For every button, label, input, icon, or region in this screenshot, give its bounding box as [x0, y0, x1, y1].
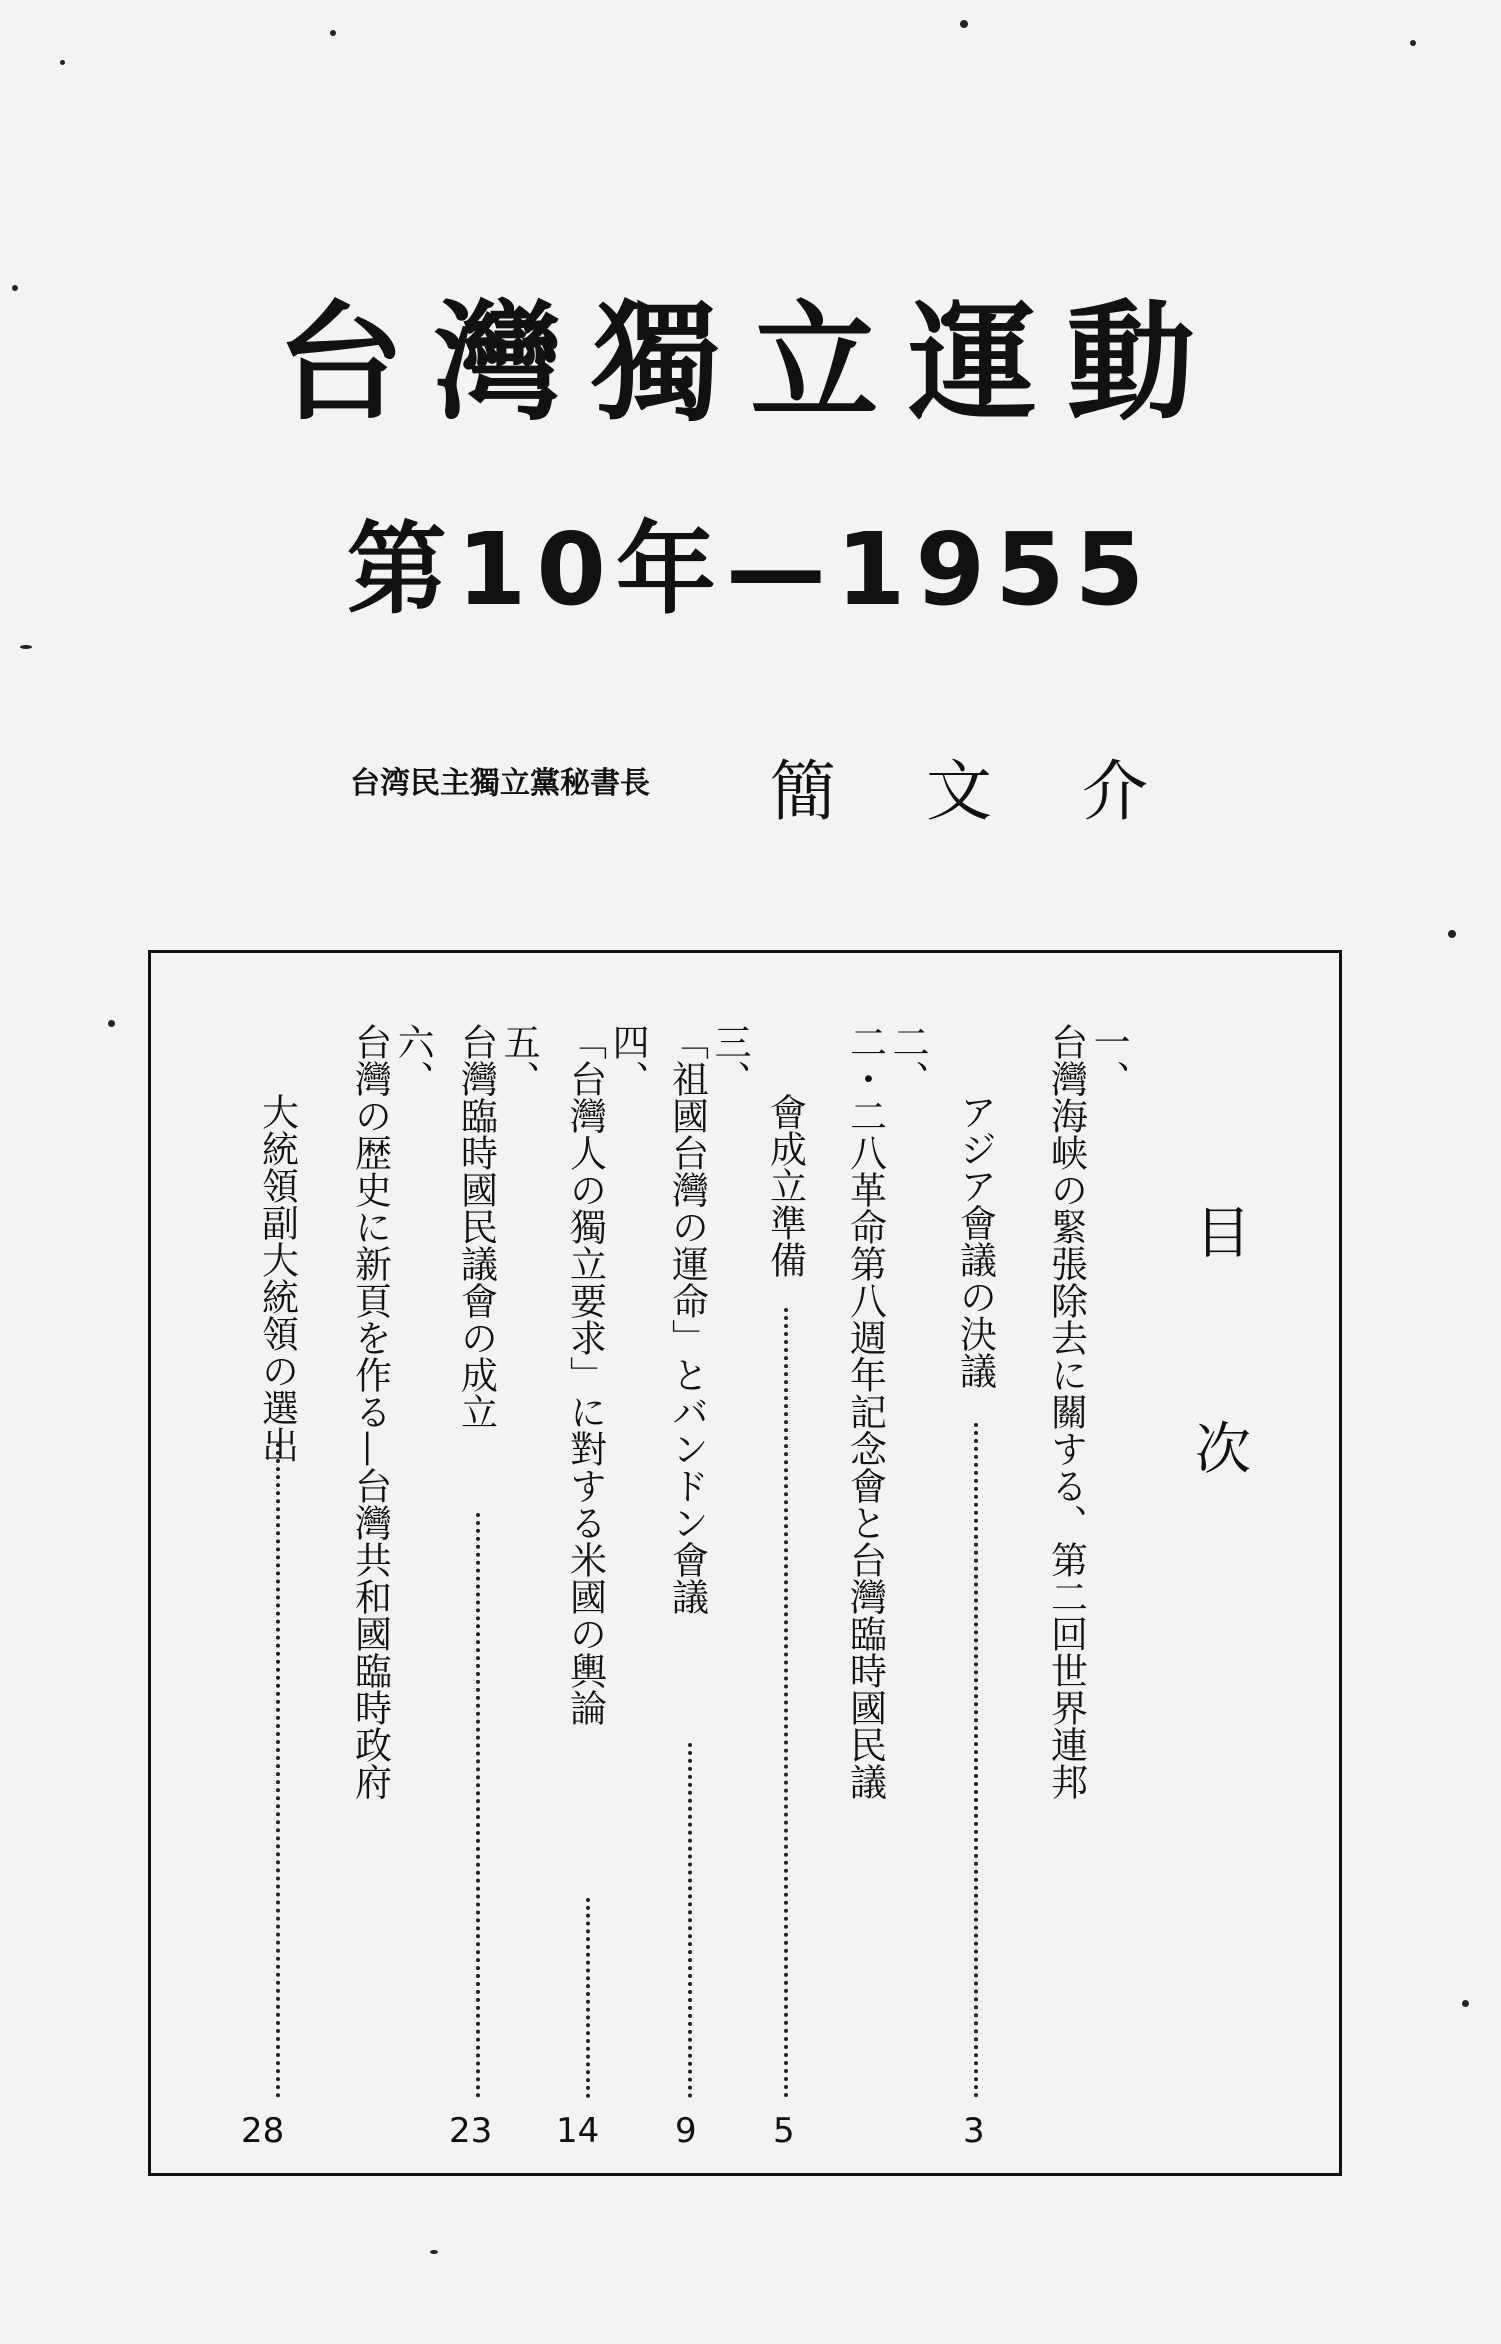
scan-speck: [1410, 40, 1416, 46]
document-subtitle: 第10年—1955: [346, 511, 1155, 628]
toc-entry-page: 9: [675, 2111, 697, 2151]
toc-entry: [665, 1023, 750, 1615]
author-name: 簡文介: [770, 753, 1238, 830]
toc-entry-number: 五、: [497, 1023, 541, 1097]
toc-entry-line: 台灣海峡の緊張除去に關する、第二回世界連邦: [1044, 1023, 1088, 1800]
leader-dots: [476, 1513, 480, 2098]
toc-entry-number: 一、: [1087, 1023, 1131, 1097]
toc-entry: [454, 1023, 539, 1430]
toc-entry: [348, 1023, 433, 1800]
toc-entry: [843, 1023, 928, 1800]
leader-dots: [974, 1423, 978, 2098]
document-title: 台灣獨立運動: [276, 289, 1225, 438]
toc-entry-continuation: [953, 1093, 996, 1389]
leader-dots: [586, 1898, 590, 2098]
leader-dots: [276, 1443, 280, 2098]
scan-speck: [1448, 930, 1456, 938]
toc-entry-line: 台灣臨時國民議會の成立: [454, 1023, 498, 1430]
toc-entry-line: アジア會議の決議: [953, 1093, 997, 1389]
toc-entry-line: 「台灣人の獨立要求」に對する米國の輿論: [563, 1023, 607, 1726]
toc-heading: 目次: [1186, 1203, 1251, 1635]
toc-entry-number: 四、: [606, 1023, 650, 1097]
scan-speck: [330, 30, 336, 36]
toc-entry-page: 5: [773, 2111, 795, 2151]
toc-entry-line: 大統領副大統領の選出: [255, 1093, 299, 1463]
toc-entry-number: 六、: [391, 1023, 435, 1097]
scan-speck: [60, 60, 65, 65]
toc-entry-page: 3: [963, 2111, 985, 2151]
scan-speck: [12, 285, 18, 291]
scan-speck: [1462, 2000, 1469, 2007]
leader-dots: [784, 1308, 788, 2098]
scan-speck: [20, 645, 32, 649]
toc-entry-continuation: [255, 1093, 298, 1463]
toc-entry: [1044, 1023, 1129, 1800]
toc-entry-page: 14: [556, 2111, 600, 2151]
toc-entry-continuation: [763, 1093, 806, 1278]
toc-entry-number: 二、: [886, 1023, 930, 1097]
scan-speck: [960, 20, 968, 28]
toc-entry-line: 會成立準備: [763, 1093, 807, 1278]
author-affiliation: 台湾民主獨立黨秘書長: [350, 766, 650, 801]
scan-speck: [430, 2250, 438, 2254]
toc-entry-line: 台灣の歴史に新頁を作る—台灣共和國臨時政府: [348, 1023, 392, 1800]
toc-entry-page: 23: [449, 2111, 493, 2151]
toc-entry-line: 二・二八革命第八週年記念會と台灣臨時國民議: [843, 1023, 887, 1800]
toc-entry: [563, 1023, 648, 1726]
toc-entry-page: 28: [241, 2111, 285, 2151]
toc-entry-line: 「祖國台灣の運命」とバンドン會議: [665, 1023, 709, 1615]
scan-speck: [108, 1020, 115, 1027]
toc-entry-number: 三、: [708, 1023, 752, 1097]
leader-dots: [688, 1743, 692, 2098]
table-of-contents: [148, 950, 1342, 2176]
